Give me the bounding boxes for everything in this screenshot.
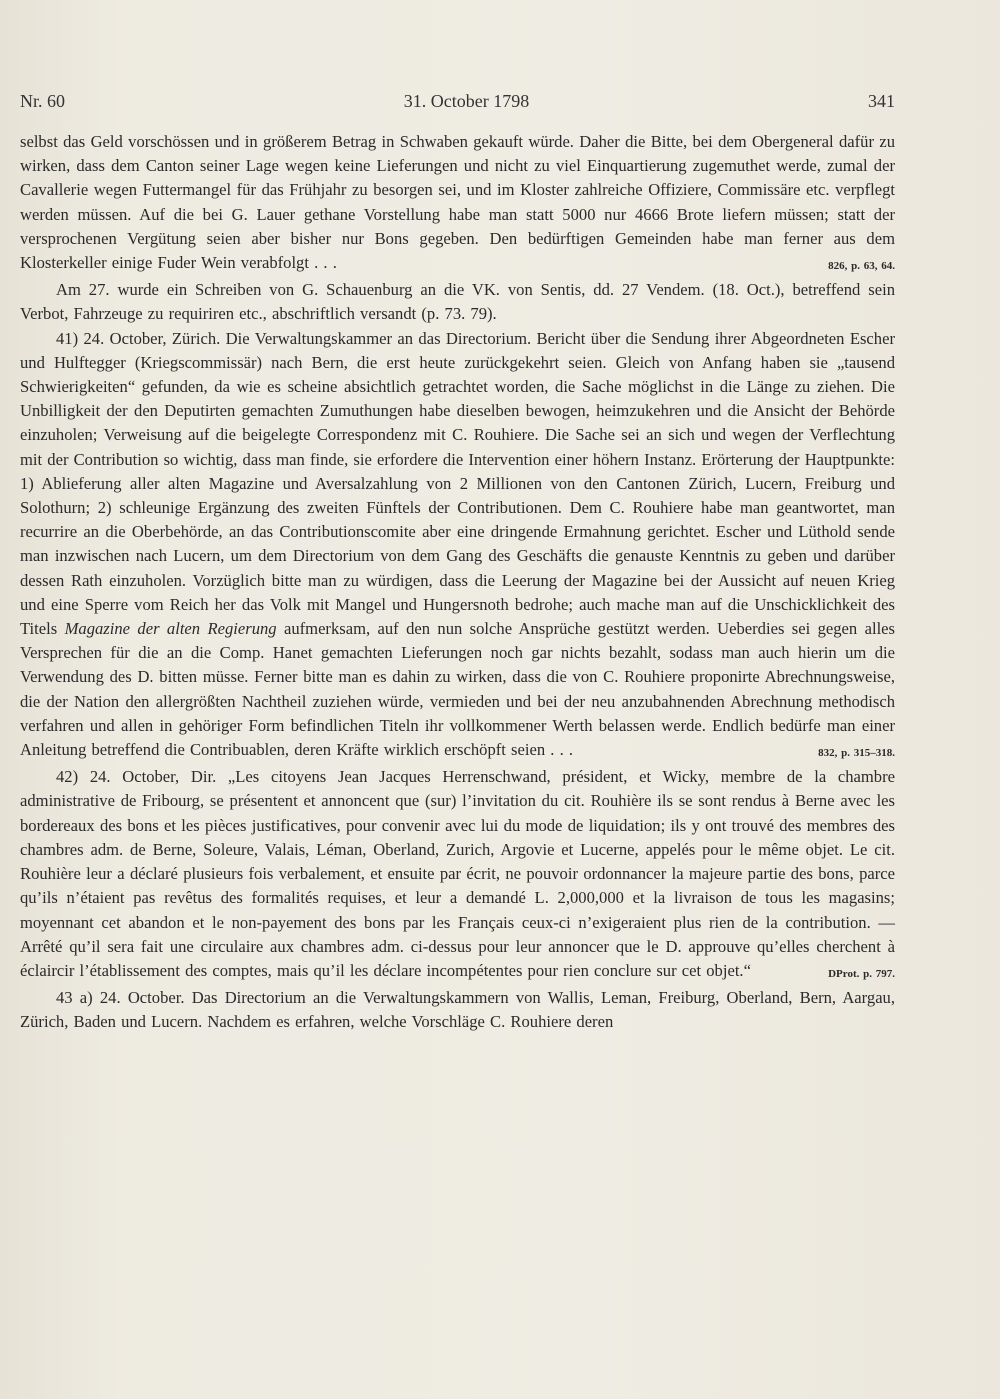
paragraph-43a-text: 43 a) 24. October. Das Directorium an die Verwaltungskammern von Wallis, Leman, Freiburg, Oberland, Bern, Aargau, Zürich, Baden und Lucern. Nachdem es erfahren, welche Vorschläge C. Rouhiere deren — [20, 988, 895, 1032]
paragraph-1 — [20, 130, 895, 275]
paragraph-2 — [20, 278, 895, 326]
page-number: 341 — [867, 91, 895, 111]
document-body — [20, 130, 895, 1035]
paragraph-41 — [20, 327, 895, 763]
paragraph-1-text: selbst das Geld vorschössen und in größerem Betrag in Schwaben gekauft würde. Daher die Bitte, bei dem Obergeneral dafür zu wirken, dass dem Canton seiner Lage wegen keine Lieferungen und nicht zu viel Einquartierung zugemuthet werde, zumal der Cavallerie wegen Futtermangel für das Frühjahr zu besorgen sei, und im Kloster zahlreiche Offiziere, Commissäre etc. verpflegt werden müssen. Auf die bei G. Lauer gethane Vorstellung habe man statt 5000 nur 4666 Brote liefern müssen; statt der versprochenen Vergütung seien aber bisher nur Bons gegeben. Den bedürftigen Gemeinden habe man ferner aus dem Klosterkeller einige Fuder Wein verabfolgt . . . — [20, 132, 895, 273]
paragraph-42-reference: DProt. p. 797. — [828, 967, 895, 980]
paragraph-2-text: Am 27. wurde ein Schreiben von G. Schauenburg an die VK. von Sentis, dd. 27 Vendem. (18. Oct.), betreffend sein Verbot, Fahrzeuge zu requiriren etc., abschriftlich versandt (p. 73. 79). — [20, 280, 895, 324]
paragraph-42 — [20, 765, 895, 983]
page-header — [20, 91, 895, 112]
paragraph-41-reference: 832, p. 315–318. — [818, 747, 895, 760]
paragraph-43a — [20, 986, 895, 1034]
header-date: 31. October 1798 — [403, 91, 530, 111]
paragraph-41-text-end: aufmerksam, auf den nun solche Ansprüche gestützt werden. Ueberdies sei gegen alles Versprechen für die an die Comp. Hanet gemachten Lieferungen noch gar nichts bezahlt, sodass man auch hierin um die Verwendung des D. bitten müsse. Ferner bitte man es dahin zu wirken, dass die von C. Rouhiere proponirte Abrechnungsweise, die der Nation den allergrößten Nachtheil zuziehen würde, vermieden und bei der neu anzubahnenden Abrechnung methodisch verfahren und allen in gehöriger Form befindlichen Titeln ihr vollkommener Werth belassen werde. Endlich bedürfe man einer Anleitung betreffend die Contribuablen, deren Kräfte wirklich erschöpft seien . . . — [20, 619, 895, 760]
document-number: Nr. 60 — [20, 91, 65, 111]
paragraph-41-text-start: 41) 24. October, Zürich. Die Verwaltungskammer an das Directorium. Bericht über die Sendung ihrer Abgeordneten Escher und Hulftegger (Kriegscommissär) nach Bern, die erst heute zurückgekehrt seien. Gleich von Anfang haben sie „tausend Schwierigkeiten“ gefunden, da wie es scheine absichtlich getrachtet worden, die Sache möglichst in die Länge zu ziehen. Die Unbilligkeit der den Deputirten gemachten Zumuthungen habe dieselben bewogen, heimzukehren und die Ansicht der Behörde einzuholen; Verweisung auf die beigelegte Correspondenz mit C. Rouhiere. Die Sache sei an sich und wegen der Verflechtung mit der Contribution so wichtig, dass man finde, sie erfordere die Intervention einer höhern Instanz. Erörterung der Hauptpunkte: 1) Ablieferung aller alten Magazine und Aversalzahlung von 2 Millionen von den Cantonen Zürich, Lucern, Freiburg und Solothurn; 2) schleunige Ergänzung des zweiten Fünftels der Contributionen. Dem C. Rouhiere habe man geantwortet, man recurrire an die Oberbehörde, an das Contributionscomite aber eine dringende Ermahnung gerichtet. Escher und Lüthold sende man inzwischen nach Lucern, um dem Directorium von dem Gang des Geschäfts die genauste Kenntnis zu geben und darüber dessen Rath einzuholen. Vorzüglich bitte man zu würdigen, dass die Leerung der Magazine bei der Aussicht auf neuen Krieg und eine Sperre vom Reich her das Volk mit Mangel und Hungersnoth bedrohe; auch mache man auf die Unschicklichkeit des Titels — [20, 328, 896, 639]
paragraph-41-italic-title: Magazine der alten Regierung — [64, 619, 277, 639]
paragraph-42-text: 42) 24. October, Dir. „Les citoyens Jean Jacques Herrenschwand, président, et Wicky, membre de la chambre administrative de Fribourg, se présentent et annoncent que (sur) l’invitation du cit. Rouhière ils se sont rendus à Berne avec les bordereaux des bons et les pièces justificatives, pour convenir avec lui du mode de liquidation; ils y ont trouvé des membres des chambres adm. de Berne, Soleure, Valais, Léman, Oberland, Zurich, Argovie et Lucerne, appelés pour le même objet. Le cit. Rouhière leur a déclaré plusieurs fois verbalement, et ensuite par écrit, ne pouvoir ordonnancer la majeure partie des bons, parce qu’ils n’étaient pas revêtus des formalités requises, et leur a demandé L. 2,000,000 et la livraison de tous les magasins; moyennant cet abandon et le non-payement des bons par les Français ceux-ci n’exigeraient plus rien de la contribution. — Arrêté qu’il sera fait une circulaire aux chambres adm. ci-dessus pour leur annoncer que le D. approuve qu’elles cherchent à éclaircir l’établissement des comptes, mais qu’il les déclare incompétentes pour rien conclure sur cet objet.“ — [20, 767, 895, 980]
paragraph-1-reference: 826, p. 63, 64. — [828, 260, 895, 273]
